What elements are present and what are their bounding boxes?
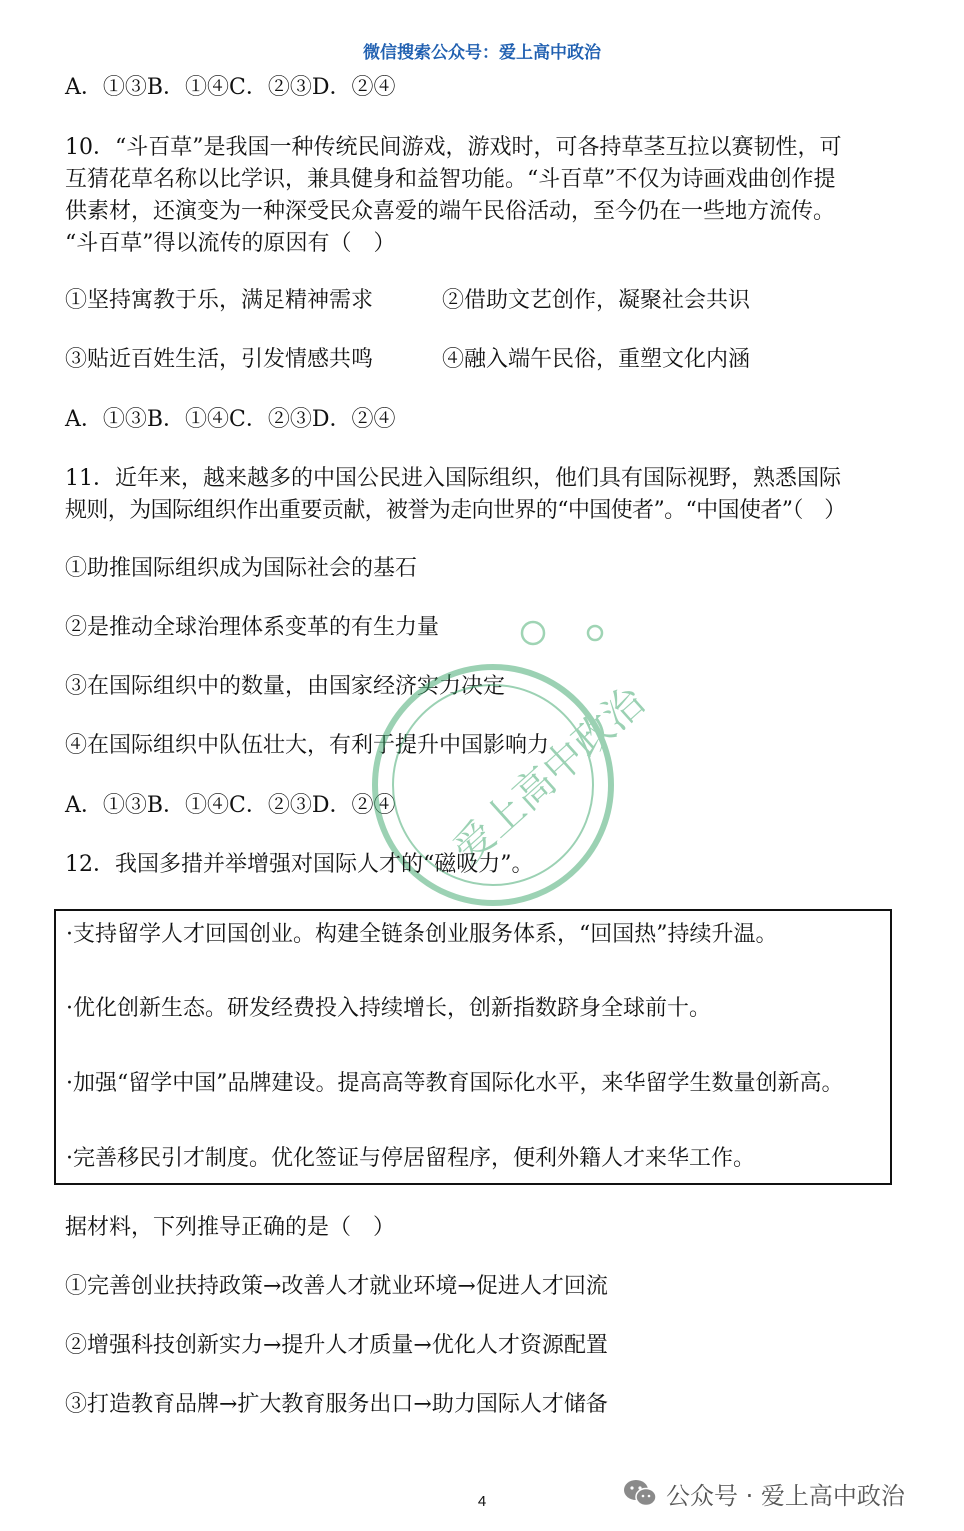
q12-stem: 12．我国多措并举增强对国际人才的“磁吸力”。 [65,852,534,877]
q11-stem-line: 11．近年来，越来越多的中国公民进入国际组织，他们具有国际视野，熟悉国际 [65,466,841,491]
q11-option-3: ③在国际组织中的数量，由国家经济实力决定 [65,674,506,699]
q11-option-2: ②是推动全球治理体系变革的有生力量 [65,615,440,640]
q10-answer-choices: A．①③B．①④C．②③D．②④ [65,407,396,432]
footer-account-label: 公众号 · 爱上高中政治 [666,1481,905,1510]
q10-stem-line: “斗百草”得以流传的原因有（ ） [65,231,396,256]
q10-option-2: ②借助文艺创作，凝聚社会共识 [442,288,751,313]
page-number: 4 [477,1493,487,1510]
q12-prompt: 据材料，下列推导正确的是（ ） [65,1215,396,1240]
q9-answer-choices: A．①③B．①④C．②③D．②④ [65,75,396,100]
q10-stem-line: 供素材，还演变为一种深受民众喜爱的端午民俗活动，至今仍在一些地方流传。 [65,199,836,224]
q10-stem [65,132,899,260]
q12-option-1: ①完善创业扶持政策→改善人才就业环境→促进人才回流 [65,1274,608,1299]
wechat-icon [622,1478,658,1508]
q12-material-box [54,909,892,1185]
q10-stem-line: 互猜花草名称以比学识，兼具健身和益智功能。“斗百草”不仅为诗画戏曲创作提 [65,167,836,192]
material-item: ·支持留学人才回国创业。构建全链条创业服务体系，“回国热”持续升温。 [66,922,778,947]
q12-option-3: ③打造教育品牌→扩大教育服务出口→助力国际人才储备 [65,1392,608,1417]
q11-option-1: ①助推国际组织成为国际社会的基石 [65,556,418,581]
q10-option-4: ④融入端午民俗，重塑文化内涵 [442,347,751,372]
material-item: ·加强“留学中国”品牌建设。提高高等教育国际化水平，来华留学生数量创新高。 [66,1071,844,1096]
q10-option-1: ①坚持寓教于乐，满足精神需求 [65,288,374,313]
footer-account-mark [622,1476,905,1510]
q11-stem [65,463,899,527]
q10-option-3: ③贴近百姓生活，引发情感共鸣 [65,347,374,372]
q12-option-2: ②增强科技创新实力→提升人才质量→优化人才资源配置 [65,1333,608,1358]
q11-answer-choices: A．①③B．①④C．②③D．②④ [65,793,396,818]
material-item: ·完善移民引才制度。优化签证与停居留程序，便利外籍人才来华工作。 [66,1146,755,1171]
q11-stem-line: 规则，为国际组织作出重要贡献，被誉为走向世界的“中国使者”。“中国使者”（ ） [65,498,846,523]
watermark-dots-icon [515,618,615,648]
header-title: 微信搜索公众号：爱上高中政治 [363,43,601,63]
material-item: ·优化创新生态。研发经费投入持续增长，创新指数跻身全球前十。 [66,996,711,1021]
stamp-text: 爱上高中政治 [444,678,655,874]
q10-stem-line: 10．“斗百草”是我国一种传统民间游戏，游戏时，可各持草茎互拉以赛韧性，可 [65,135,842,160]
q11-option-4: ④在国际组织中队伍壮大，有利于提升中国影响力 [65,733,550,758]
